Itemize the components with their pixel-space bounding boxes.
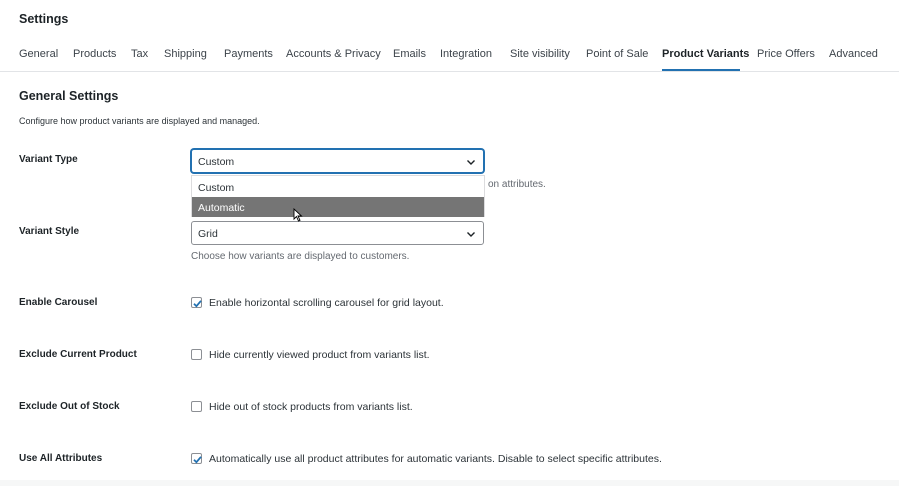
tab-site-visibility[interactable]: Site visibility: [510, 48, 570, 60]
chevron-down-icon: [465, 228, 477, 240]
tab-integration[interactable]: Integration: [440, 48, 492, 60]
tab-products[interactable]: Products: [73, 48, 117, 60]
chevron-down-icon: [465, 156, 477, 168]
tab-tax[interactable]: Tax: [131, 48, 149, 60]
tab-price-offers[interactable]: Price Offers: [757, 48, 815, 60]
option-automatic[interactable]: Automatic: [192, 197, 484, 217]
variant-style-value: Grid: [198, 228, 218, 240]
section-title: General Settings: [19, 89, 119, 103]
enable-carousel-label: Enable Carousel: [19, 297, 98, 308]
exclude-current-product-checkbox[interactable]: [191, 349, 202, 360]
footer-band: [0, 480, 899, 486]
enable-carousel-checkbox[interactable]: [191, 297, 202, 308]
tab-payments[interactable]: Payments: [224, 48, 273, 60]
tab-emails[interactable]: Emails: [393, 48, 427, 60]
tab-accounts-privacy[interactable]: Accounts & Privacy: [286, 48, 381, 60]
tab-shipping[interactable]: Shipping: [164, 48, 207, 60]
tab-product-variants[interactable]: Product Variants: [662, 48, 750, 60]
exclude-current-product-label: Exclude Current Product: [19, 349, 137, 360]
checkmark-icon: [192, 454, 203, 465]
enable-carousel-text: Enable horizontal scrolling carousel for grid layout.: [209, 297, 444, 309]
tab-general[interactable]: General: [19, 48, 59, 60]
variant-type-dropdown: [191, 175, 485, 217]
variant-style-label: Variant Style: [19, 226, 80, 237]
variant-type-label: Variant Type: [19, 154, 78, 165]
use-all-attributes-checkbox[interactable]: [191, 453, 202, 464]
variant-style-select[interactable]: [191, 221, 484, 245]
variant-style-help: Choose how variants are displayed to customers.: [191, 251, 410, 262]
exclude-current-product-text: Hide currently viewed product from variants list.: [209, 349, 430, 361]
mouse-pointer-icon: [293, 208, 303, 222]
active-tab-indicator: [662, 69, 740, 71]
use-all-attributes-text: Automatically use all product attributes for automatic variants. Disable to select specific attributes.: [209, 453, 662, 465]
page-title: Settings: [19, 12, 69, 26]
checkmark-icon: [192, 298, 203, 309]
exclude-out-of-stock-checkbox[interactable]: [191, 401, 202, 412]
option-custom[interactable]: Custom: [198, 182, 235, 194]
exclude-out-of-stock-label: Exclude Out of Stock: [19, 401, 120, 412]
tab-point-of-sale[interactable]: Point of Sale: [586, 48, 649, 60]
section-description: Configure how product variants are displayed and managed.: [19, 116, 260, 126]
variant-type-value: Custom: [198, 156, 235, 168]
variant-type-select[interactable]: [191, 149, 484, 173]
use-all-attributes-label: Use All Attributes: [19, 453, 103, 464]
settings-tabs: [0, 40, 899, 72]
tab-advanced[interactable]: Advanced: [829, 48, 878, 60]
exclude-out-of-stock-text: Hide out of stock products from variants list.: [209, 401, 413, 413]
variant-type-help: on attributes.: [488, 179, 546, 190]
